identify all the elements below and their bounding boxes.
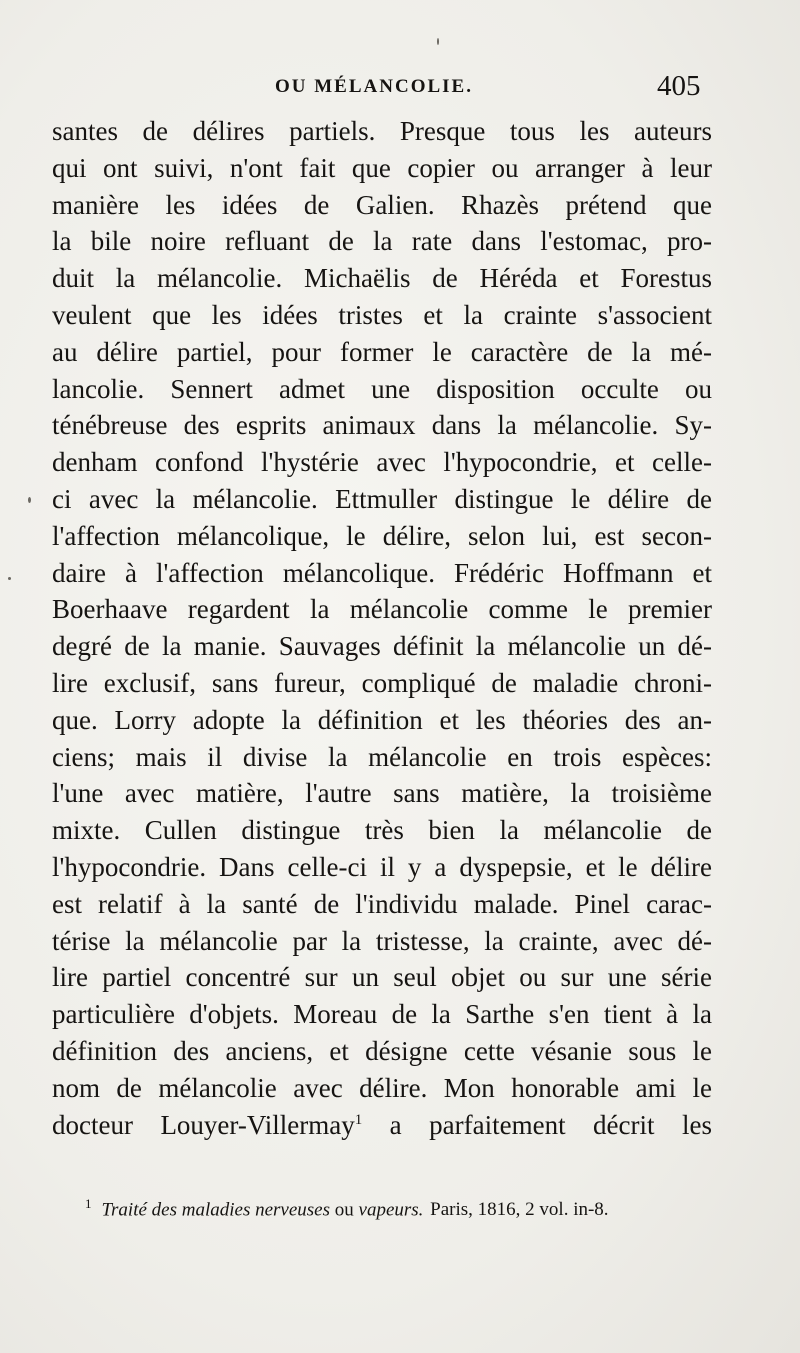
page-header (0, 72, 800, 108)
text-line: lire partiel concentré sur un seul objet ou sur une série (52, 962, 712, 993)
text-line: est relatif à la santé de l'individu malade. Pinel carac- (52, 888, 712, 919)
line-text-after-note: a parfaitement décrit les (362, 1109, 712, 1140)
text-line: l'affection mélancolique, le délire, selon lui, est secon- (52, 520, 712, 551)
text-line: ciens; mais il divise la mélancolie en trois espèces: (52, 741, 712, 772)
text-line: duit la mélancolie. Michaëlis de Héréda et Forestus (52, 263, 712, 294)
text-line: térise la mélancolie par la tristesse, la crainte, avec dé- (52, 925, 712, 956)
text-line: ci avec la mélancolie. Ettmuller distingue le délire de (52, 483, 712, 514)
line-text-before-note: docteur Louyer-Villermay (52, 1109, 355, 1140)
text-line: au délire partiel, pour former le caractère de la mé- (52, 336, 712, 367)
footnote-connector: ou (330, 1199, 359, 1221)
text-line: ténébreuse des esprits animaux dans la mélancolie. Sy- (52, 410, 712, 441)
page-number: 405 (657, 70, 701, 102)
footnote-title-2: vapeurs. (358, 1199, 424, 1221)
print-speck (28, 497, 31, 503)
body-text (52, 113, 712, 1143)
text-line: lancolie. Sennert admet une disposition occulte ou (52, 373, 712, 404)
text-line: définition des anciens, et désigne cette vésanie sous le (52, 1035, 712, 1066)
footnote-citation: Paris, 1816, 2 vol. in-8. (425, 1199, 609, 1221)
text-line: manière les idées de Galien. Rhazès prétend que (52, 189, 712, 220)
footnote-marker: 1 (85, 1196, 92, 1211)
text-line: lire exclusif, sans fureur, compliqué de maladie chroni- (52, 667, 712, 698)
text-line: l'une avec matière, l'autre sans matière, la troisième (52, 778, 712, 809)
footnote (85, 1196, 705, 1221)
text-line: degré de la manie. Sauvages définit la mélancolie un dé- (52, 631, 712, 662)
text-line: Boerhaave regardent la mélancolie comme le premier (52, 594, 712, 625)
running-head: OU MÉLANCOLIE. (275, 76, 473, 97)
text-line: denham confond l'hystérie avec l'hypocondrie, et celle- (52, 447, 712, 478)
text-line: l'hypocondrie. Dans celle-ci il y a dyspepsie, et le délire (52, 851, 712, 882)
text-line: que. Lorry adopte la définition et les théories des an- (52, 704, 712, 735)
text-line: veulent que les idées tristes et la crainte s'associent (52, 299, 712, 330)
print-speck (437, 38, 439, 45)
text-line: nom de mélancolie avec délire. Mon honorable ami le (52, 1072, 712, 1103)
text-line: daire à l'affection mélancolique. Frédéric Hoffmann et (52, 557, 712, 588)
text-line: particulière d'objets. Moreau de la Sarthe s'en tient à la (52, 999, 712, 1030)
text-line: mixte. Cullen distingue très bien la mélancolie de (52, 815, 712, 846)
text-line: la bile noire refluant de la rate dans l'estomac, pro- (52, 226, 712, 257)
text-line: santes de délires partiels. Presque tous les auteurs (52, 116, 712, 146)
footnote-title: Traité des maladies nerveuses (101, 1199, 331, 1221)
text-line-with-note-ref (52, 1107, 712, 1144)
print-speck (8, 577, 11, 580)
footnote-reference: 1 (354, 1111, 363, 1128)
text-line: qui ont suivi, n'ont fait que copier ou arranger à leur (52, 152, 712, 183)
